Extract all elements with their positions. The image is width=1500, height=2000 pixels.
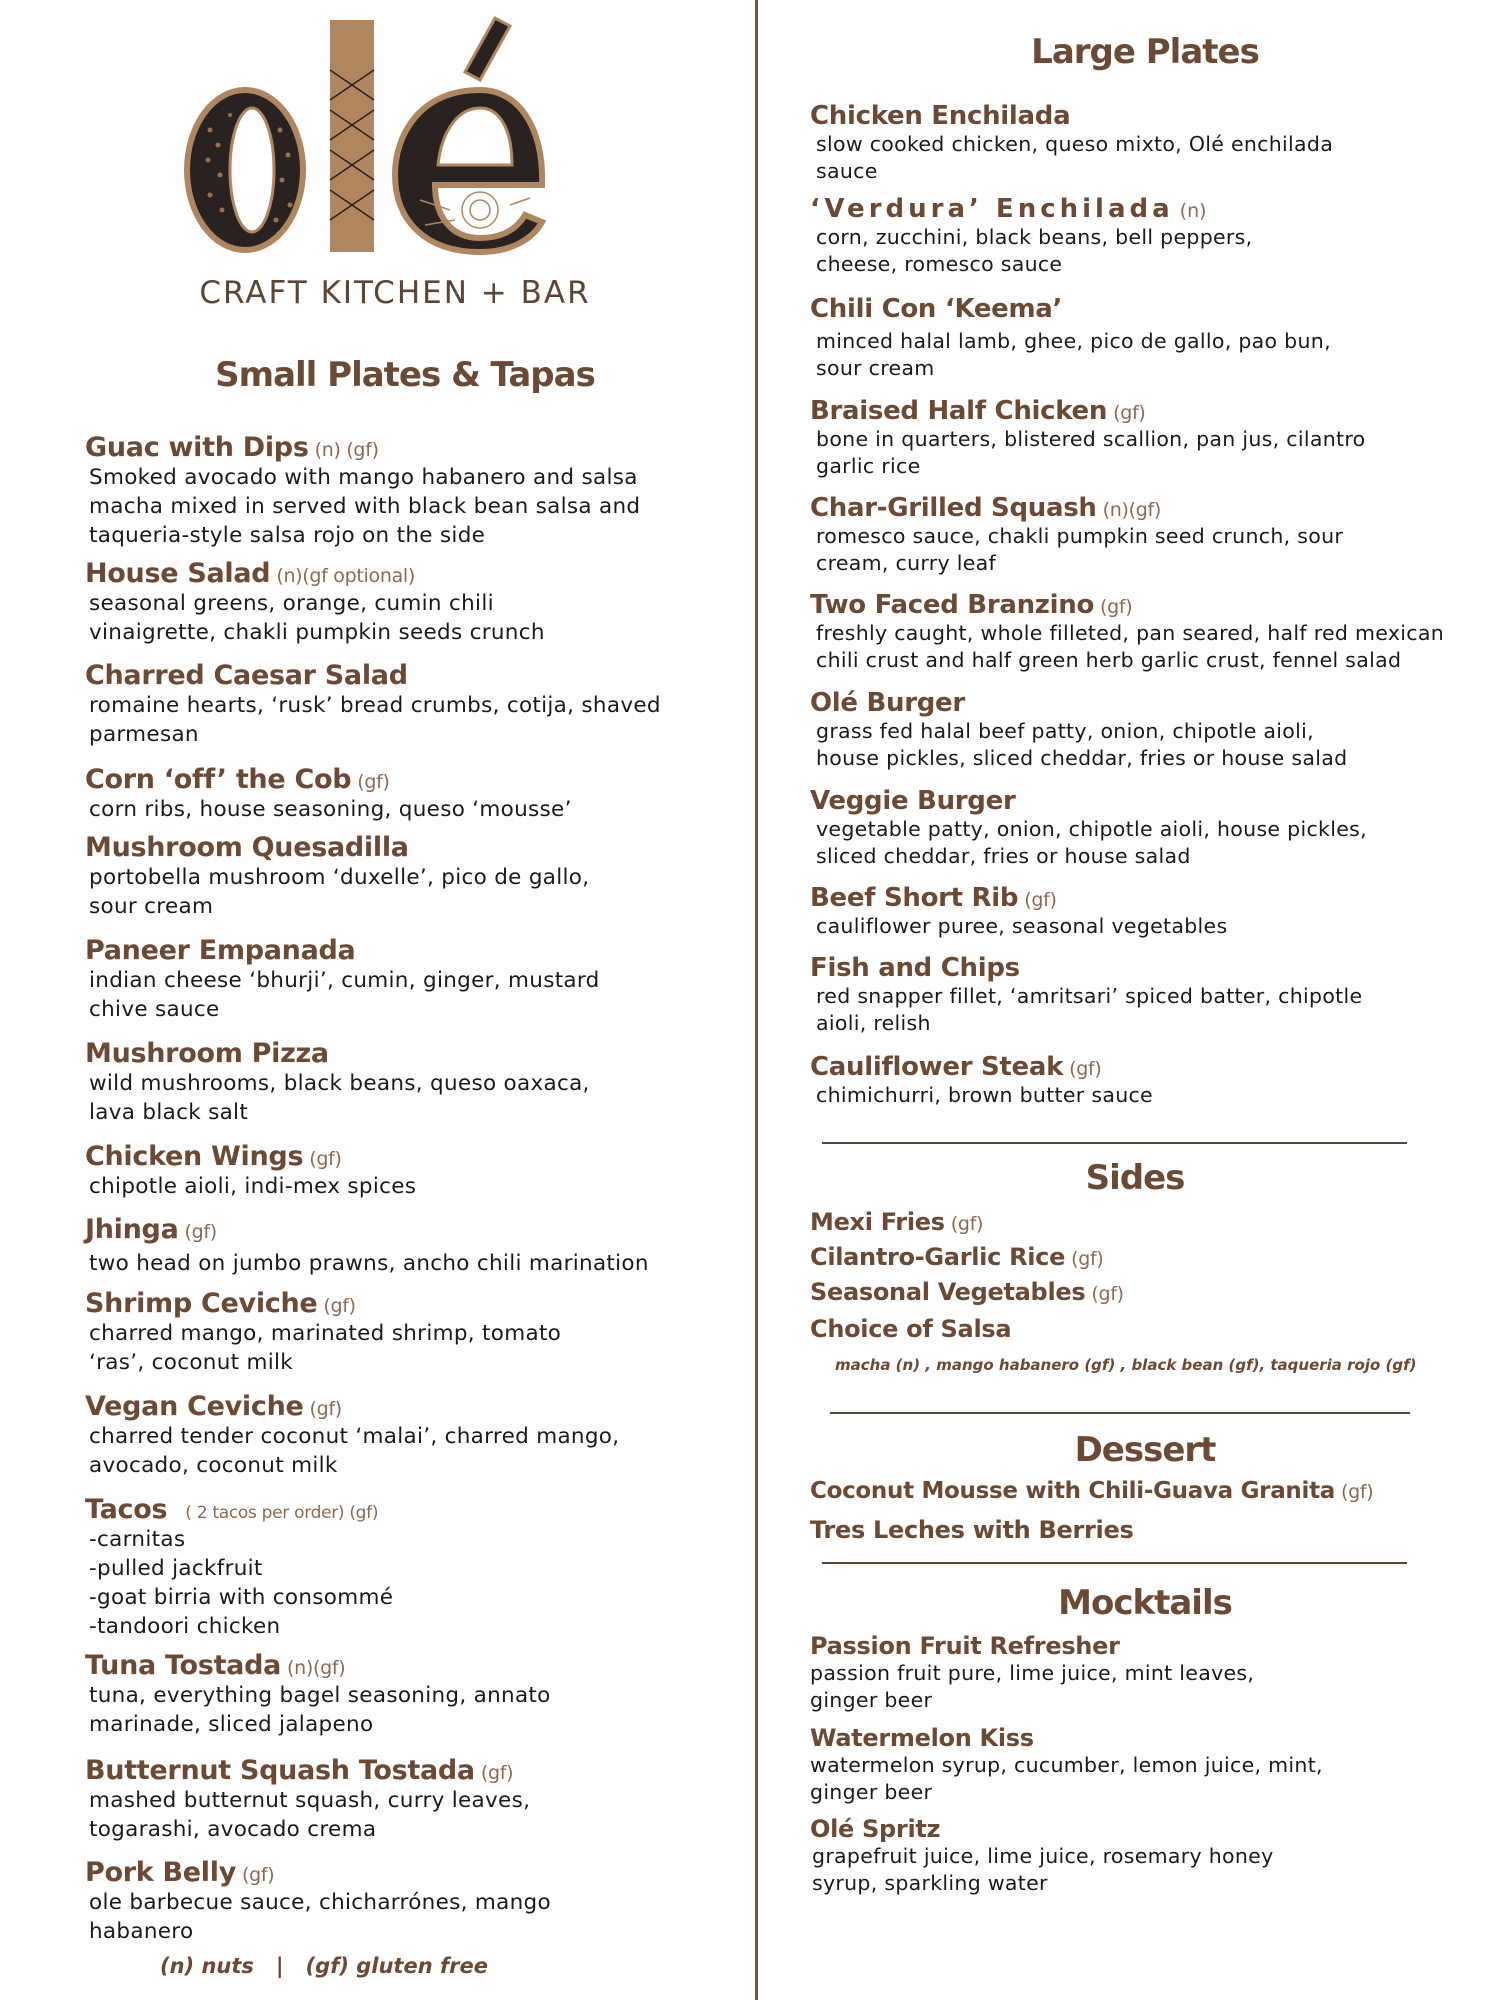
menu-item (810, 590, 1480, 674)
item-desc: cauliflower puree, seasonal vegetables (816, 914, 1228, 938)
diet-tag: (n) (1179, 200, 1207, 222)
menu-item (85, 1288, 725, 1377)
item-desc: chimichurri, brown butter sauce (816, 1083, 1153, 1107)
menu-item (85, 660, 725, 749)
item-name: Watermelon Kiss (810, 1724, 1034, 1752)
menu-item (85, 1038, 725, 1127)
menu-item (85, 1391, 725, 1480)
item-name: Two Faced Branzino (810, 590, 1095, 620)
menu-item (810, 883, 1480, 940)
item-name: Charred Caesar Salad (85, 660, 408, 691)
item-desc: togarashi, avocado crema (89, 1817, 377, 1842)
menu-item (810, 1278, 1480, 1306)
item-desc: passion fruit pure, lime juice, mint leaves, (810, 1661, 1255, 1685)
item-desc: romaine hearts, ‘rusk’ bread crumbs, cotija, shaved (89, 693, 661, 718)
item-name: Cauliflower Steak (810, 1052, 1064, 1082)
menu-item (85, 1755, 725, 1844)
menu-item (810, 294, 1480, 382)
section-rule (822, 1142, 1407, 1144)
item-desc: -goat birria with consommé (89, 1585, 394, 1610)
item-name: Olé Spritz (810, 1815, 941, 1843)
diet-tag: (gf) (357, 771, 390, 793)
item-desc: wild mushrooms, black beans, queso oaxaca, (89, 1071, 590, 1096)
item-desc: chili crust and half green herb garlic crust, fennel salad (816, 648, 1402, 672)
mocktails-title: Mocktails (1058, 1583, 1232, 1623)
diet-tag: ( 2 tacos per order) (gf) (185, 1503, 379, 1523)
item-name: Tres Leches with Berries (810, 1516, 1134, 1544)
item-desc: bone in quarters, blistered scallion, pan jus, cilantro (816, 427, 1366, 451)
diet-legend (160, 1954, 488, 1978)
item-name: Tacos (85, 1494, 168, 1525)
diet-tag: (gf) (309, 1398, 342, 1420)
item-desc: Smoked avocado with mango habanero and salsa (89, 465, 638, 490)
diet-tag: (n) (gf) (314, 439, 379, 461)
menu-item (810, 1632, 1480, 1714)
menu-item (810, 688, 1480, 772)
item-name: Guac with Dips (85, 432, 309, 463)
menu-item (85, 1141, 725, 1201)
diet-tag: (gf) (1113, 402, 1146, 424)
item-desc: -tandoori chicken (89, 1614, 281, 1639)
menu-item (810, 1516, 1480, 1544)
item-name: Pork Belly (85, 1857, 237, 1888)
item-desc: sour cream (89, 894, 214, 919)
large-plates-title: Large Plates (1031, 32, 1259, 72)
item-desc: ginger beer (810, 1688, 933, 1712)
diet-tag: (gf) (1340, 1481, 1374, 1503)
item-name: House Salad (85, 558, 271, 589)
menu-item (85, 558, 725, 647)
column-divider (755, 0, 758, 2000)
item-name: Braised Half Chicken (810, 396, 1108, 426)
item-name: Passion Fruit Refresher (810, 1632, 1120, 1660)
item-desc: corn, zucchini, black beans, bell peppers, (816, 225, 1253, 249)
diet-tag: (gf) (1071, 1248, 1104, 1270)
item-desc: avocado, coconut milk (89, 1453, 338, 1478)
item-name: Coconut Mousse with Chili-Guava Granita (810, 1478, 1335, 1504)
diet-tag: (gf) (242, 1864, 275, 1886)
item-name: Vegan Ceviche (85, 1391, 304, 1422)
menu-item (810, 1052, 1480, 1109)
item-desc: house pickles, sliced cheddar, fries or house salad (816, 746, 1348, 770)
item-desc: habanero (89, 1919, 194, 1944)
item-desc: charred mango, marinated shrimp, tomato (89, 1321, 562, 1346)
menu-item (85, 764, 725, 824)
legend-separator: | (275, 1954, 284, 1978)
item-desc: chive sauce (89, 997, 220, 1022)
sides-title: Sides (1085, 1158, 1185, 1198)
diet-tag: (n)(gf) (287, 1657, 346, 1679)
item-desc: garlic rice (816, 454, 921, 478)
item-name: Corn ‘off’ the Cob (85, 764, 352, 795)
menu-item (85, 1857, 725, 1946)
item-desc: corn ribs, house seasoning, queso ‘mousse’ (89, 797, 572, 822)
item-desc: seasonal greens, orange, cumin chili (89, 591, 494, 616)
item-name: Chili Con ‘Keema’ (810, 294, 1063, 324)
item-desc: grapefruit juice, lime juice, rosemary honey (812, 1844, 1274, 1868)
diet-tag: (gf) (1024, 889, 1057, 911)
logo-tagline: CRAFT KITCHEN + BAR (199, 275, 591, 311)
item-name: Shrimp Ceviche (85, 1288, 318, 1319)
legend-nuts: (n) nuts (160, 1954, 254, 1978)
menu-item (810, 493, 1480, 577)
item-name: Seasonal Vegetables (810, 1278, 1086, 1306)
item-desc: -carnitas (89, 1527, 186, 1552)
dessert-title: Dessert (1074, 1430, 1216, 1470)
item-desc: ole barbecue sauce, chicharrónes, mango (89, 1890, 551, 1915)
item-desc: syrup, sparkling water (812, 1871, 1048, 1895)
menu-item (810, 396, 1480, 480)
item-name: Mushroom Pizza (85, 1038, 329, 1069)
diet-tag: (gf) (1069, 1058, 1102, 1080)
item-desc: vinaigrette, chakli pumpkin seeds crunch (89, 620, 545, 645)
diet-tag: (gf) (323, 1295, 356, 1317)
diet-tag: (n)(gf optional) (276, 565, 416, 587)
item-desc: romesco sauce, chakli pumpkin seed crunch, sour (816, 524, 1344, 548)
item-desc: grass fed halal beef patty, onion, chipotle aioli, (816, 719, 1314, 743)
item-name: Jhinga (85, 1214, 179, 1245)
small-plates-title: Small Plates & Tapas (215, 355, 595, 395)
item-desc: parmesan (89, 722, 199, 747)
item-desc: freshly caught, whole filleted, pan seared, half red mexican (816, 621, 1445, 645)
item-name: Tuna Tostada (85, 1650, 282, 1681)
menu-item (85, 1650, 725, 1739)
menu-item (85, 432, 725, 550)
menu-item (810, 101, 1480, 185)
item-desc: lava black salt (89, 1100, 249, 1125)
diet-tag: (gf) (1100, 596, 1133, 618)
item-desc: minced halal lamb, ghee, pico de gallo, pao bun, (816, 329, 1331, 353)
item-desc: -pulled jackfruit (89, 1556, 263, 1581)
menu-item (810, 1478, 1480, 1504)
item-desc: ‘ras’, coconut milk (89, 1350, 294, 1375)
item-name: Mexi Fries (810, 1208, 945, 1236)
diet-tag: (gf) (1091, 1283, 1124, 1305)
item-desc: two head on jumbo prawns, ancho chili marination (89, 1251, 649, 1276)
item-name: Chicken Enchilada (810, 101, 1071, 131)
diet-tag: (gf) (480, 1762, 514, 1784)
item-desc: taqueria-style salsa rojo on the side (89, 523, 486, 548)
item-desc: cheese, romesco sauce (816, 252, 1063, 276)
item-desc: indian cheese ‘bhurji’, cumin, ginger, mustard (89, 968, 600, 993)
item-name: Chicken Wings (85, 1141, 304, 1172)
diet-tag: (gf) (950, 1213, 984, 1235)
menu-item (810, 1815, 1480, 1897)
item-desc: slow cooked chicken, queso mixto, Olé enchilada (816, 132, 1334, 156)
item-name: Choice of Salsa (810, 1315, 1012, 1343)
item-desc: sauce (816, 159, 878, 183)
item-desc: vegetable patty, onion, chipotle aioli, house pickles, (816, 817, 1367, 841)
menu-item (85, 1494, 725, 1641)
item-desc: sliced cheddar, fries or house salad (816, 844, 1191, 868)
item-desc: mashed butternut squash, curry leaves, (89, 1788, 531, 1813)
menu-item (810, 1208, 1480, 1236)
menu-item (810, 953, 1480, 1037)
menu-item (85, 1214, 725, 1278)
item-name: Char-Grilled Squash (810, 493, 1097, 523)
item-name: Fish and Chips (810, 953, 1020, 983)
item-name: Beef Short Rib (810, 883, 1019, 913)
item-desc: red snapper fillet, ‘amritsari’ spiced batter, chipotle (816, 984, 1363, 1008)
diet-tag: (n)(gf) (1102, 499, 1161, 521)
item-desc: chipotle aioli, indi-mex spices (89, 1174, 417, 1199)
diet-tag: (gf) (184, 1221, 217, 1243)
item-desc: marinade, sliced jalapeno (89, 1712, 374, 1737)
item-name: Paneer Empanada (85, 935, 356, 966)
menu-item (810, 1243, 1480, 1271)
item-name: Mushroom Quesadilla (85, 832, 409, 863)
item-desc: watermelon syrup, cucumber, lemon juice, mint, (810, 1753, 1323, 1777)
item-desc: ginger beer (810, 1780, 933, 1804)
item-desc: charred tender coconut ‘malai’, charred mango, (89, 1424, 620, 1449)
ole-logo (180, 10, 600, 310)
item-name: Veggie Burger (810, 786, 1016, 816)
item-desc: tuna, everything bagel seasoning, annato (89, 1683, 551, 1708)
menu-item (85, 935, 725, 1024)
item-name: Butternut Squash Tostada (85, 1755, 475, 1786)
menu-item (810, 194, 1480, 278)
menu-item (810, 1724, 1480, 1806)
item-name: Cilantro-Garlic Rice (810, 1243, 1066, 1271)
item-name: Olé Burger (810, 688, 965, 718)
item-desc: portobella mushroom ‘duxelle’, pico de gallo, (89, 865, 590, 890)
item-desc: sour cream (816, 356, 935, 380)
item-desc: aioli, relish (816, 1011, 931, 1035)
salsa-options: macha (n) , mango habanero (gf) , black bean (gf), taqueria rojo (gf) (835, 1356, 1417, 1374)
menu-item (810, 1315, 1480, 1343)
menu-item (810, 786, 1480, 870)
diet-tag: (gf) (309, 1148, 342, 1170)
item-name: ‘Verdura’ Enchilada (810, 194, 1174, 224)
legend-gluten-free: (gf) gluten free (305, 1954, 488, 1978)
section-rule (822, 1562, 1407, 1564)
item-desc: cream, curry leaf (816, 551, 997, 575)
section-rule (830, 1412, 1410, 1414)
menu-item (85, 832, 725, 921)
item-desc: macha mixed in served with black bean salsa and (89, 494, 641, 519)
